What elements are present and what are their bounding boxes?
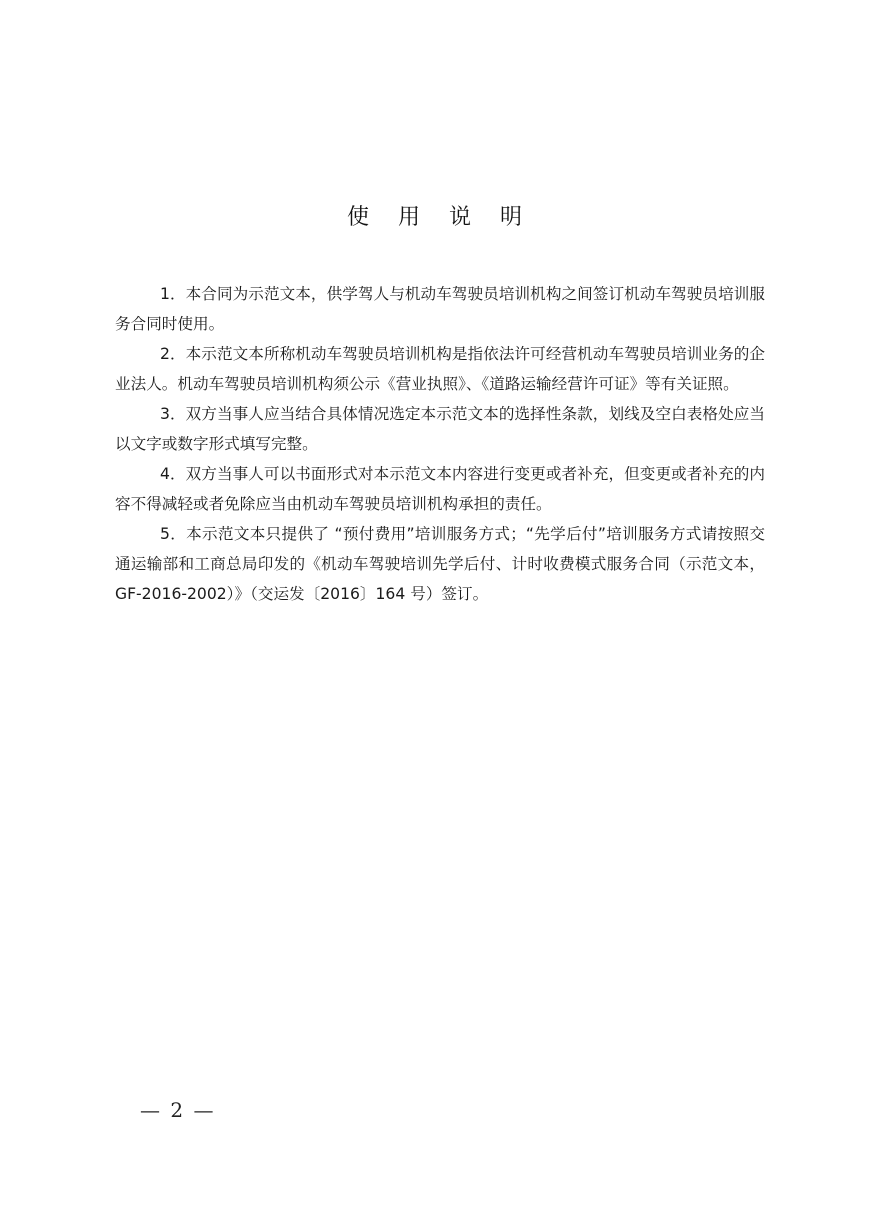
instruction-paragraph-4: 4．双方当事人可以书面形式对本示范文本内容进行变更或者补充，但变更或者补充的内容不得减轻或者免除应当由机动车驾驶员培训机构承担的责任。 [115,465,765,513]
instructions-body [115,279,765,609]
instruction-paragraph-3: 3．双方当事人应当结合具体情况选定本示范文本的选择性条款，划线及空白表格处应当以文字或数字形式填写完整。 [115,405,765,453]
instruction-paragraph-2: 2．本示范文本所称机动车驾驶员培训机构是指依法许可经营机动车驾驶员培训业务的企业法人。机动车驾驶员培训机构须公示《营业执照》、《道路运输经营许可证》等有关证照。 [115,345,765,393]
page-number: — 2 — [140,1098,216,1122]
document-title: 使 用 说 明 [347,205,533,230]
instruction-paragraph-5: 5．本示范文本只提供了 “预付费用”培训服务方式；“先学后付”培训服务方式请按照交通运输部和工商总局印发的《机动车驾驶培训先学后付、计时收费模式服务合同（示范文本，GF-2016-2002）》（交运发〔2016〕164 号）签订。 [115,525,765,603]
instruction-paragraph-1: 1．本合同为示范文本，供学驾人与机动车驾驶员培训机构之间签订机动车驾驶员培训服务合同时使用。 [115,285,765,333]
